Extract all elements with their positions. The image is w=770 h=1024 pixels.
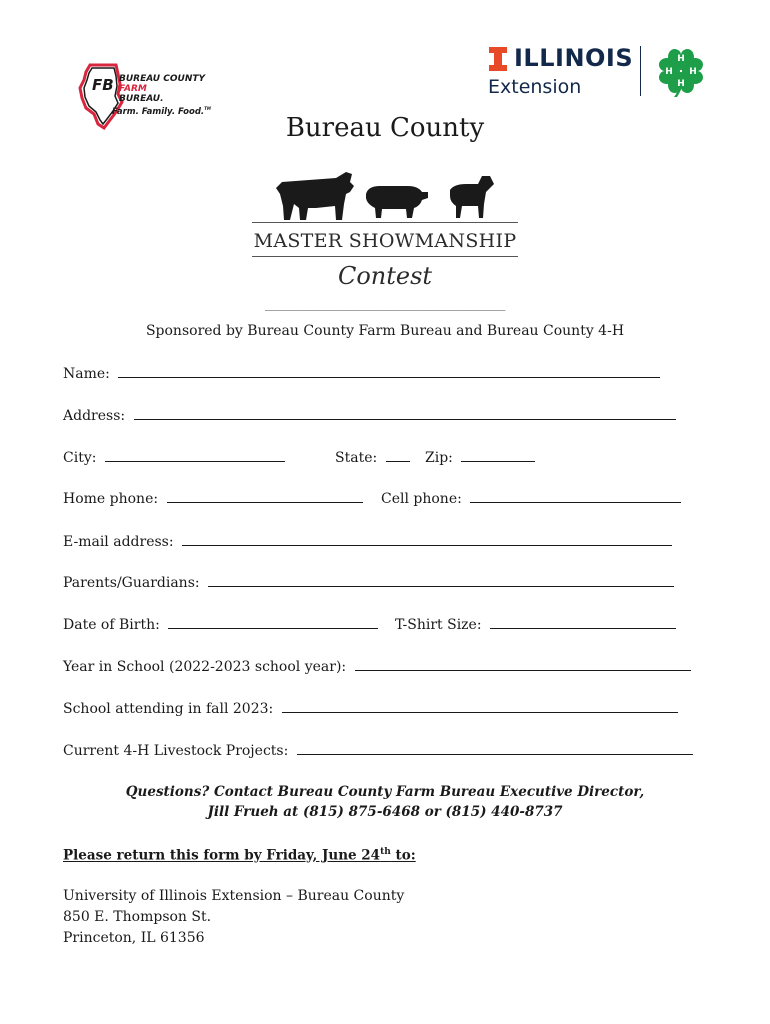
- year-school-row: [63, 658, 691, 675]
- return-address-line1: University of Illinois Extension – Bureau County: [63, 888, 405, 904]
- clover-h-left: H: [665, 67, 673, 77]
- cell-phone-row: [381, 490, 681, 507]
- parents-label: Parents/Guardians:: [63, 575, 200, 591]
- state-field[interactable]: [386, 449, 410, 462]
- return-notice: [63, 847, 416, 864]
- cell-phone-field[interactable]: [470, 490, 681, 503]
- illinois-extension-logo: [488, 44, 708, 100]
- projects-label: Current 4-H Livestock Projects:: [63, 743, 289, 759]
- return-address-line3: Princeton, IL 61356: [63, 930, 205, 946]
- zip-field[interactable]: [461, 449, 535, 462]
- home-phone-label: Home phone:: [63, 491, 159, 507]
- county-title: Bureau County: [285, 113, 485, 143]
- dob-label: Date of Birth:: [63, 617, 160, 633]
- fb-monogram: FB: [92, 76, 114, 94]
- logo-divider: [640, 46, 641, 96]
- clover-h-top: H: [677, 54, 685, 64]
- questions-line1: Questions? Contact Bureau County Farm Bureau Executive Director,: [125, 784, 645, 800]
- year-school-label: Year in School (2022-2023 school year):: [63, 659, 347, 675]
- return-address-line2: 850 E. Thompson St.: [63, 909, 212, 925]
- city-row: [63, 449, 285, 466]
- year-school-field[interactable]: [355, 658, 691, 671]
- fb-line3: BUREAU.: [119, 94, 164, 104]
- return-notice-suffix: to:: [390, 847, 416, 864]
- separator-line: ________________________________________________: [265, 298, 505, 311]
- school-fall-row: [63, 700, 678, 717]
- sponsor-line: Sponsored by Bureau County Farm Bureau and Bureau County 4-H: [145, 323, 625, 339]
- state-row: [335, 449, 410, 466]
- email-field[interactable]: [182, 533, 672, 546]
- parents-field[interactable]: [208, 574, 674, 587]
- school-fall-label: School attending in fall 2023:: [63, 701, 274, 717]
- extension-label: Extension: [488, 76, 582, 98]
- email-label: E-mail address:: [63, 534, 174, 550]
- name-row: [63, 365, 660, 382]
- address-field[interactable]: [134, 407, 676, 420]
- contest-script: Contest: [337, 262, 433, 290]
- livestock-silhouettes-icon: [250, 164, 522, 226]
- projects-row: [63, 742, 693, 759]
- dob-row: [63, 616, 378, 633]
- master-showmanship-logo: [250, 164, 522, 294]
- return-notice-sup: th: [380, 847, 391, 857]
- parents-row: [63, 574, 674, 591]
- tshirt-field[interactable]: [490, 616, 676, 629]
- fb-tagline-text: Farm. Family. Food.: [112, 106, 205, 117]
- four-h-clover-icon: [654, 44, 708, 98]
- address-row: [63, 407, 676, 424]
- clover-h-right: H: [689, 67, 697, 77]
- tshirt-label: T-Shirt Size:: [395, 617, 482, 633]
- home-phone-field[interactable]: [167, 490, 363, 503]
- fb-line2: FARM: [119, 84, 147, 94]
- projects-field[interactable]: [297, 742, 693, 755]
- school-fall-field[interactable]: [282, 700, 678, 713]
- city-label: City:: [63, 450, 97, 466]
- name-field[interactable]: [118, 365, 660, 378]
- illinois-block-i-icon: [488, 46, 508, 72]
- zip-row: [425, 449, 535, 466]
- illinois-title: ILLINOIS: [514, 44, 634, 72]
- home-phone-row: [63, 490, 363, 507]
- fb-line1: BUREAU COUNTY: [119, 74, 206, 84]
- return-notice-text: Please return this form by Friday, June 24: [63, 847, 381, 864]
- email-row: [63, 533, 672, 550]
- logo-rule-bottom: [252, 256, 518, 257]
- city-field[interactable]: [105, 449, 285, 462]
- address-label: Address:: [63, 408, 126, 424]
- master-showmanship-title: MASTER SHOWMANSHIP: [253, 230, 517, 252]
- logo-rule-top: [252, 222, 518, 223]
- cell-phone-label: Cell phone:: [381, 491, 462, 507]
- name-label: Name:: [63, 366, 110, 382]
- questions-line2: Jill Frueh at (815) 875-6468 or (815) 440-8737: [207, 804, 563, 820]
- clover-h-bottom: H: [677, 79, 685, 89]
- state-label: State:: [335, 450, 378, 466]
- zip-label: Zip:: [425, 450, 453, 466]
- fb-tm: TM: [204, 106, 211, 111]
- tshirt-row: [395, 616, 676, 633]
- dob-field[interactable]: [168, 616, 378, 629]
